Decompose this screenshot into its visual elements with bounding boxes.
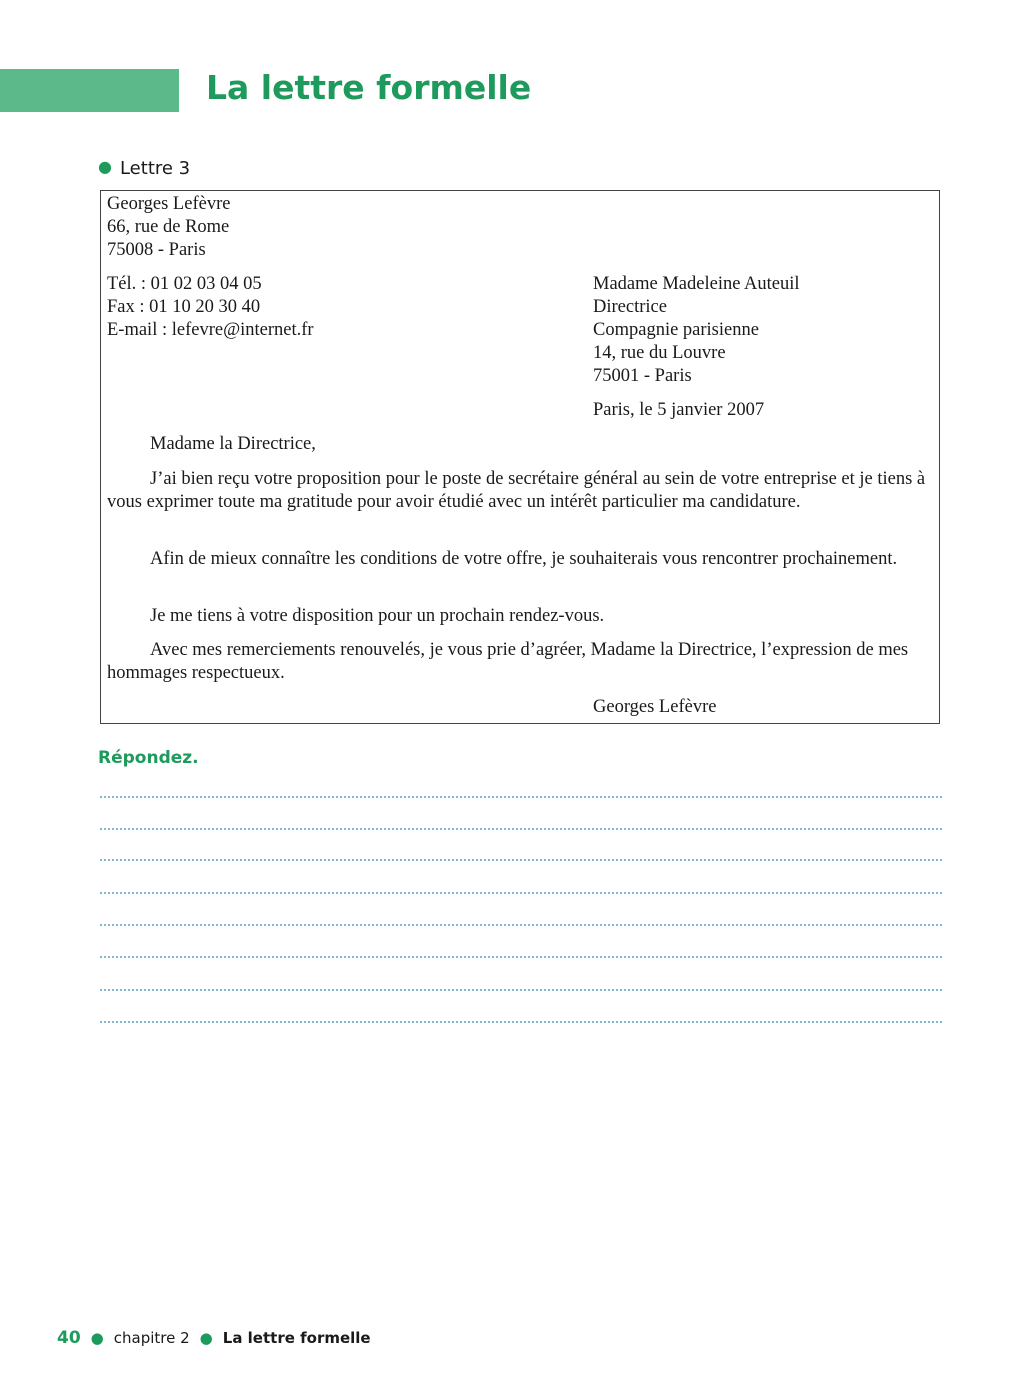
sender-fax: Fax : 01 10 20 30 40 (107, 297, 261, 317)
recipient-title: Directrice (593, 297, 667, 317)
letter-date: Paris, le 5 janvier 2007 (593, 400, 765, 420)
bullet-icon: ● (98, 157, 112, 176)
section-label (98, 158, 190, 179)
sender-email: E-mail : lefevre@internet.fr (107, 320, 314, 340)
answer-line[interactable] (100, 1021, 942, 1023)
salutation: Madame la Directrice, (150, 434, 316, 454)
recipient-street: 14, rue du Louvre (593, 343, 726, 363)
answer-line[interactable] (100, 989, 942, 991)
answer-line[interactable] (100, 796, 942, 798)
recipient-city: 75001 - Paris (593, 366, 692, 386)
answer-line[interactable] (100, 956, 942, 958)
sender-phone: Tél. : 01 02 03 04 05 (107, 274, 262, 294)
letter-paragraph: J’ai bien reçu votre proposition pour le poste de secrétaire général au sein de votre entreprise et je tiens à vous exprimer toute ma gratitude pour avoir étudié avec un intérêt particulier ma candidature. (107, 469, 926, 512)
recipient-company: Compagnie parisienne (593, 320, 759, 340)
page-footer (57, 1328, 371, 1348)
answer-line[interactable] (100, 859, 942, 861)
bullet-icon: ● (90, 1329, 104, 1347)
footer-chapter: chapitre 2 (113, 1329, 190, 1347)
footer-title: La lettre formelle (222, 1329, 371, 1347)
section-label-text: Lettre 3 (119, 158, 191, 179)
bullet-icon: ● (199, 1329, 213, 1347)
letter-paragraph: Afin de mieux connaître les conditions de votre offre, je souhaiterais vous rencontrer prochainement. (150, 549, 898, 569)
answer-label: Répondez. (98, 748, 199, 768)
answer-line[interactable] (100, 924, 942, 926)
page-title: La lettre formelle (206, 68, 532, 107)
letter-box (100, 190, 940, 724)
letter-paragraph: Je me tiens à votre disposition pour un prochain rendez-vous. (150, 606, 605, 626)
letter-paragraph: Avec mes remerciements renouvelés, je vous prie d’agréer, Madame la Directrice, l’expression de mes hommages respectueux. (107, 640, 909, 683)
title-bar-decoration (0, 69, 179, 112)
page-number: 40 (57, 1328, 81, 1348)
sender-name: Georges Lefèvre (107, 194, 231, 214)
sender-street: 66, rue de Rome (107, 217, 230, 237)
answer-line[interactable] (100, 828, 942, 830)
recipient-name: Madame Madeleine Auteuil (593, 274, 800, 294)
signature: Georges Lefèvre (593, 697, 717, 717)
sender-city: 75008 - Paris (107, 240, 206, 260)
answer-line[interactable] (100, 892, 942, 894)
